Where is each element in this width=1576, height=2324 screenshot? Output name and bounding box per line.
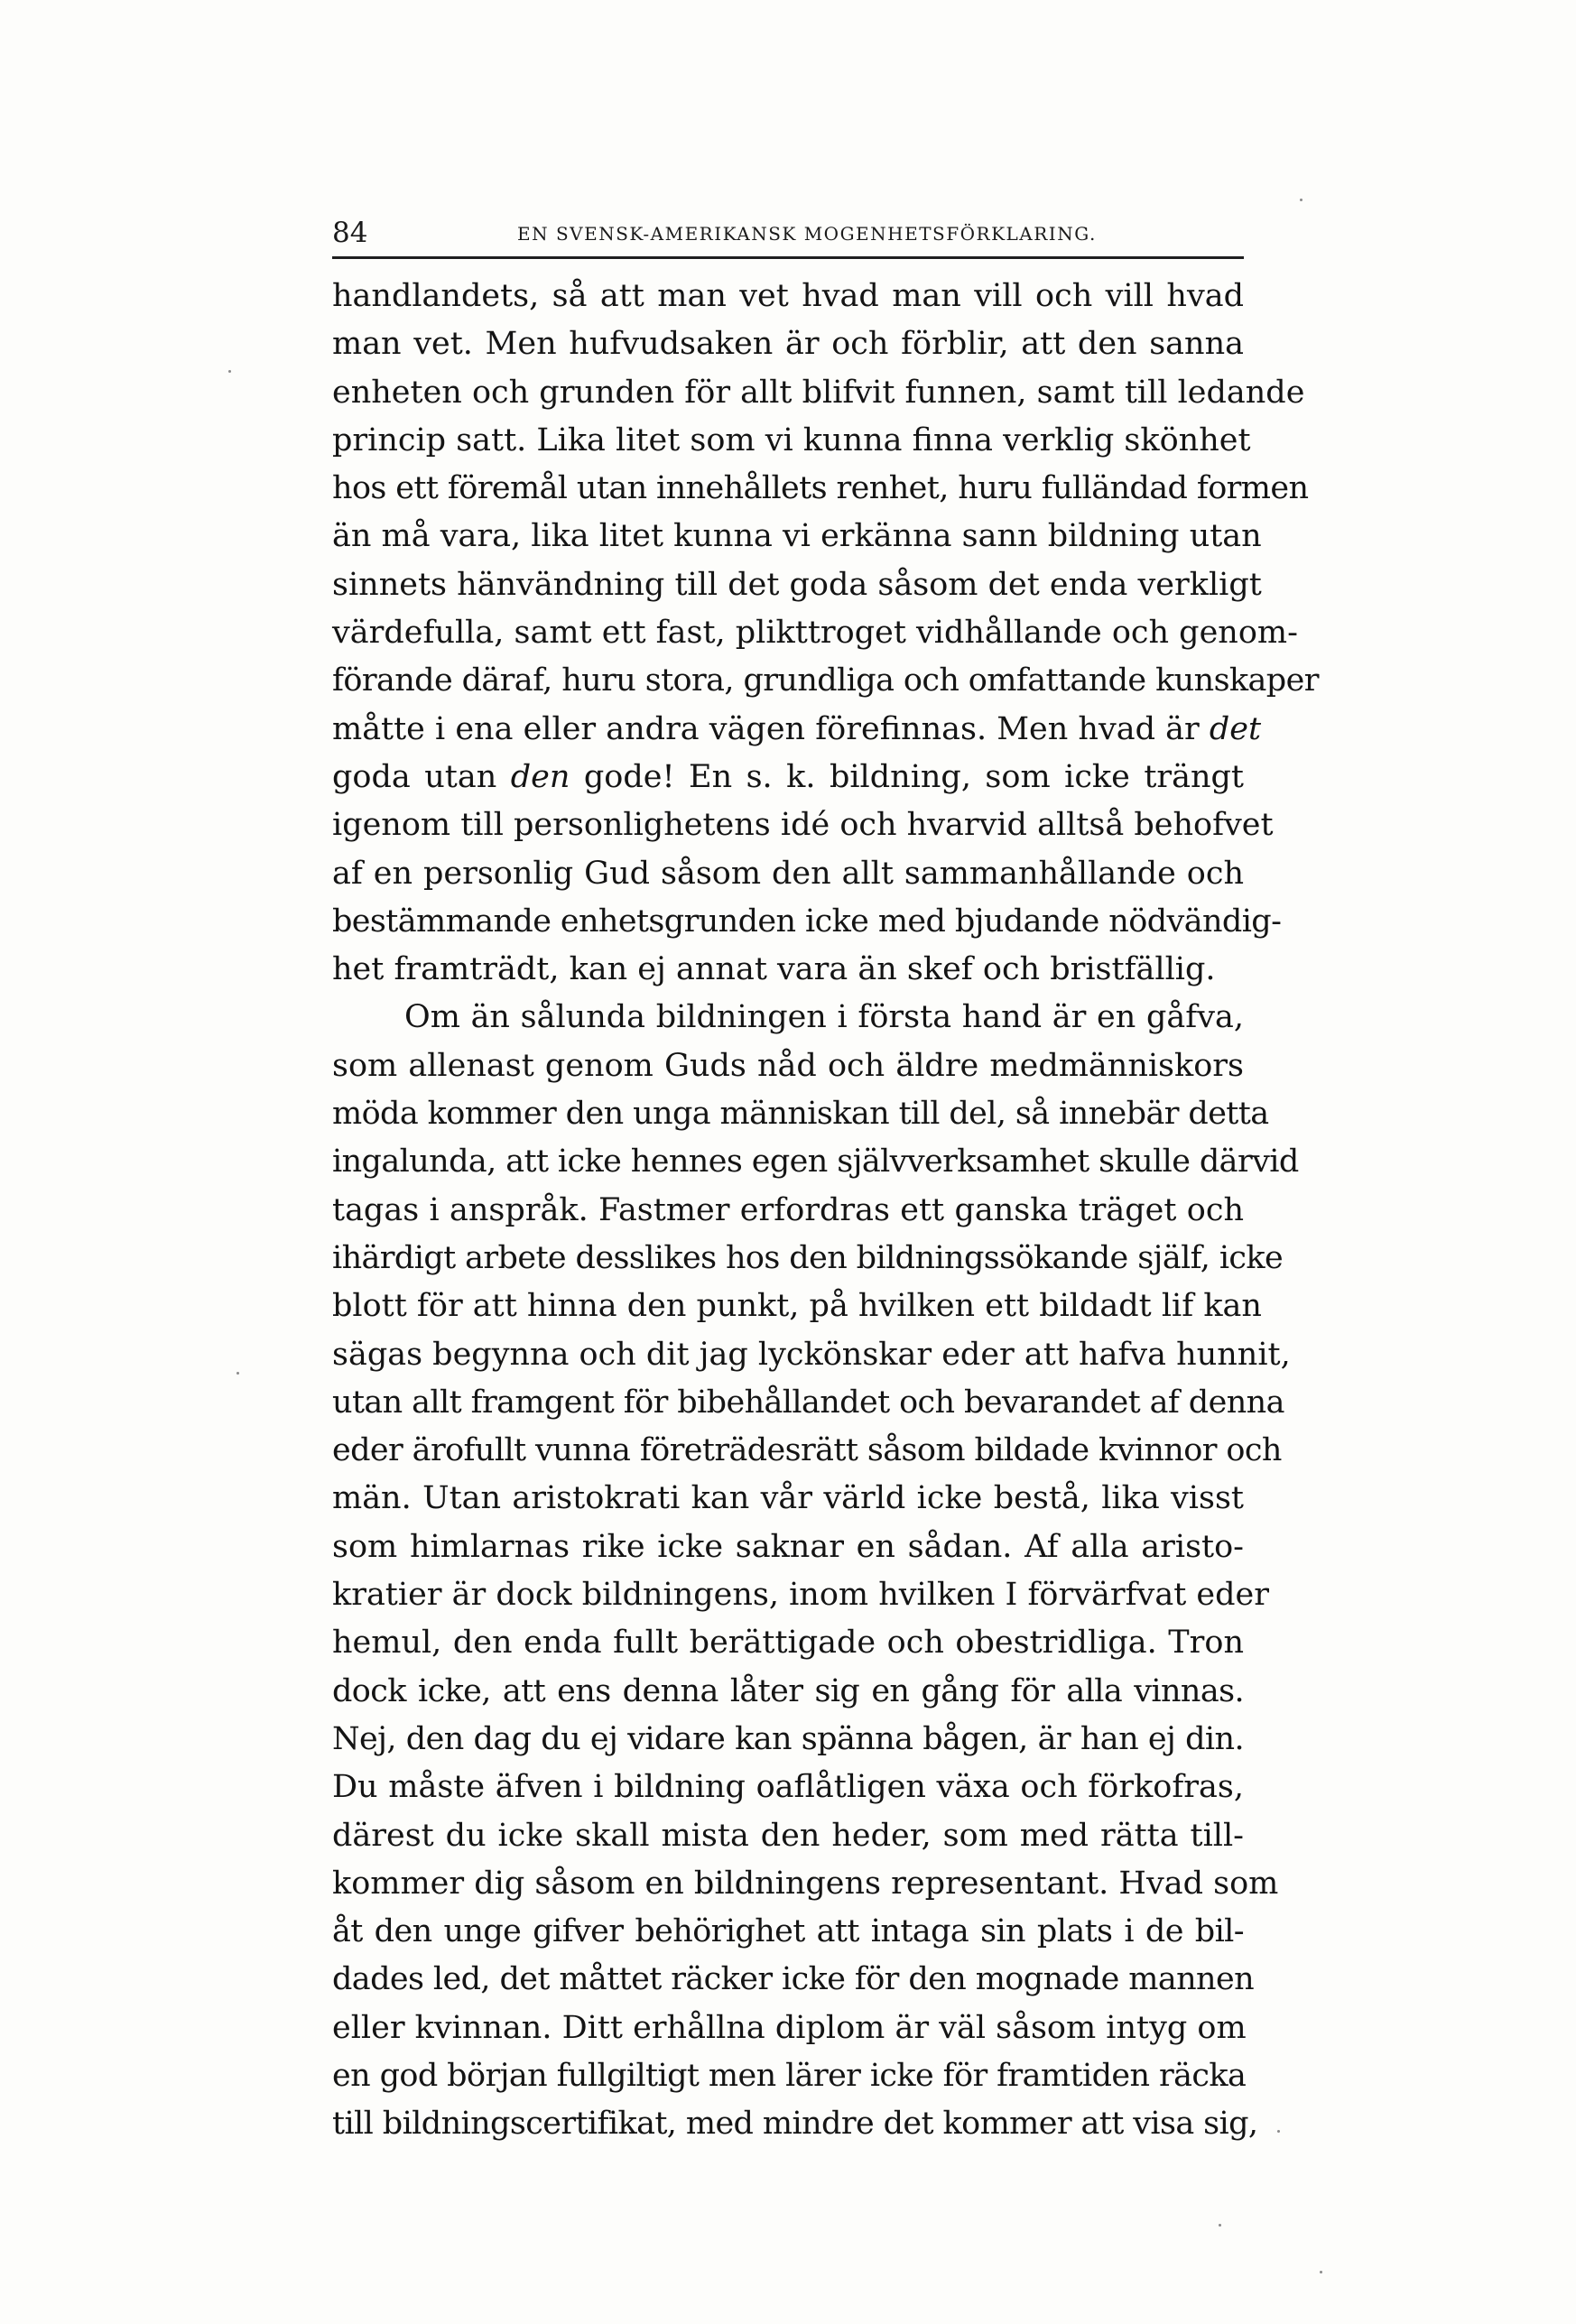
line-text: måtte i ena eller andra vägen förefinnas. Men hvad är <box>332 710 1200 747</box>
text-line: som allenast genom Guds nåd och äldre medmänniskors <box>332 1047 1244 1084</box>
text-line: enheten och grunden för allt blifvit funnen, samt till ledande <box>332 374 1305 411</box>
text-line: af en personlig Gud såsom den allt sammanhållande och <box>332 855 1244 892</box>
text-line: tagas i anspråk. Fastmer erfordras ett ganska träget och <box>332 1191 1244 1228</box>
paper-speck <box>1320 2271 1322 2273</box>
paper-speck <box>236 1372 239 1375</box>
text-line: ihärdigt arbete desslikes hos den bildningssökande själf, icke <box>332 1239 1284 1276</box>
text-line-with-italic <box>332 706 1262 754</box>
text-line: blott för att hinna den punkt, på hvilken ett bildadt lif kan <box>332 1288 1262 1325</box>
page-header <box>332 217 1244 259</box>
text-line: eller kvinnan. Ditt erhållna diplom är väl såsom intyg om <box>332 2009 1247 2046</box>
italic-word-den: den <box>510 758 570 795</box>
line-text: gode! En s. k. bildning, som icke trängt <box>583 758 1244 795</box>
text-line: princip satt. Lika litet som vi kunna finna verklig skönhet <box>332 421 1251 458</box>
text-line: som himlarnas rike icke saknar en sådan. Af alla aristo- <box>332 1528 1244 1565</box>
text-line: till bildningscertifikat, med mindre det kommer att visa sig, <box>332 2106 1258 2143</box>
text-line: Du måste äfven i bildning oaflåtligen växa och förkofras, <box>332 1769 1244 1806</box>
line-text: goda utan <box>332 758 497 795</box>
text-line-with-italic <box>332 754 1244 801</box>
text-line: möda kommer den unga människan till del, så innebär detta <box>332 1096 1269 1133</box>
paragraph-start-line: Om än sålunda bildningen i första hand är en gåfva, <box>404 999 1244 1036</box>
text-line: bestämmande enhetsgrunden icke med bjudande nödvändig- <box>332 903 1282 940</box>
paragraph-end-line: het framträdt, kan ej annat vara än skef och bristfällig. <box>332 951 1216 988</box>
text-line: män. Utan aristokrati kan vår värld icke bestå, lika visst <box>332 1480 1244 1517</box>
text-line: man vet. Men hufvudsaken är och förblir, att den sanna <box>332 326 1244 363</box>
paper-speck <box>1219 2224 1221 2227</box>
text-line: åt den unge gifver behörighet att intaga sin plats i de bil- <box>332 1913 1244 1950</box>
text-line: hemul, den enda fullt berättigade och obestridliga. Tron <box>332 1625 1244 1662</box>
text-line: handlandets, så att man vet hvad man vill och vill hvad <box>332 278 1244 314</box>
paper-speck <box>1277 2130 1280 2133</box>
body-text <box>332 273 1319 2149</box>
italic-word-det: det <box>1209 710 1262 747</box>
text-line: hos ett föremål utan innehållets renhet, huru fulländad formen <box>332 470 1309 507</box>
text-line: än må vara, lika litet kunna vi erkänna sann bildning utan <box>332 518 1262 555</box>
text-line: utan allt framgent för bibehållandet och bevarandet af denna <box>332 1384 1284 1421</box>
text-line: kommer dig såsom en bildningens representant. Hvad som <box>332 1865 1279 1902</box>
text-line: Nej, den dag du ej vidare kan spänna bågen, är han ej din. <box>332 1720 1244 1757</box>
text-line: sinnets hänvändning till det goda såsom det enda verkligt <box>332 566 1262 603</box>
text-line: eder ärofullt vunna företrädesrätt såsom bildade kvinnor och <box>332 1432 1282 1469</box>
text-line: igenom till personlighetens idé och hvarvid alltså behofvet <box>332 807 1274 844</box>
paper-speck <box>1300 199 1303 201</box>
text-line: dades led, det måttet räcker icke för den mognade mannen <box>332 1961 1255 1998</box>
running-title: EN SVENSK-AMERIKANSK MOGENHETSFÖRKLARING. <box>517 223 1097 245</box>
paper-speck <box>228 370 231 373</box>
text-line: en god början fullgiltigt men lärer icke för framtiden räcka <box>332 2057 1247 2094</box>
page-number: 84 <box>332 217 368 249</box>
text-line: sägas begynna och dit jag lyckönskar eder att hafva hunnit, <box>332 1336 1291 1373</box>
text-line: förande däraf, huru stora, grundliga och omfattande kunskaper <box>332 662 1319 699</box>
text-line: därest du icke skall mista den heder, som med rätta till- <box>332 1817 1244 1854</box>
text-line: ingalunda, att icke hennes egen självverksamhet skulle därvid <box>332 1143 1299 1181</box>
text-line: värdefulla, samt ett fast, plikttroget vidhållande och genom- <box>332 615 1298 652</box>
text-line: kratier är dock bildningens, inom hvilken I förvärfvat eder <box>332 1577 1269 1614</box>
text-line: dock icke, att ens denna låter sig en gång för alla vinnas. <box>332 1672 1244 1709</box>
